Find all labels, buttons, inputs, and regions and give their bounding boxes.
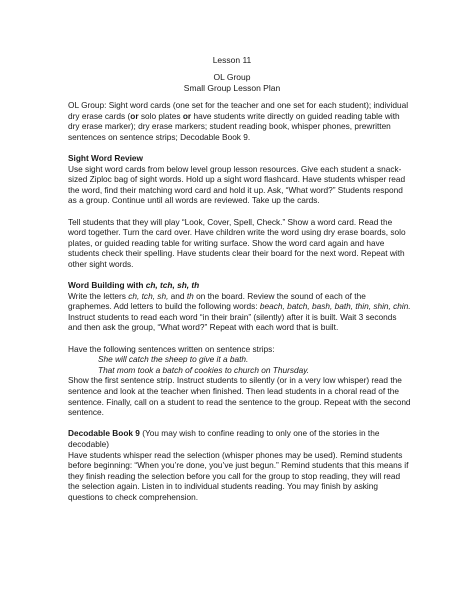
sight-word-paragraph-2: Tell students that they will play “Look, Cover, Spell, Check.” Show a word card. Read the word together. Turn the card over. Have children write the word using dry erase boards, solo plates, or guided reading table for writing surface. Show the word card again and have students check their spelling. Have students clear their board for the next word. Repeat with other sight words. bbox=[68, 216, 406, 269]
decodable-heading: Decodable Book 9 (You may wish to confine reading to only one of the stories in the decodable) bbox=[68, 428, 380, 449]
group-title: OL Group bbox=[213, 72, 251, 82]
plan-title: Small Group Lesson Plan bbox=[183, 82, 281, 93]
word-building-paragraph-3: Show the first sentence strip. Instruct students to silently (or in a very low whisper) read the sentence and look at the teacher when finished. Then lead students in a choral read of the sentence. Finally, call on a student to read the sentence to the group. Repeat with the second sentence. bbox=[68, 375, 411, 418]
word-building-paragraph-1: Write the letters ch, tch, sh, and th on the board. Review the sound of each of the graphemes. Add letters to build the following words: beach, batch, bash, bath, thin, shin, chin. Instruct students to read each word “in their brain” (silently) after it is built. Wait 3 seconds and then ask the group, “What word?” Repeat with each word that is built. bbox=[68, 290, 411, 333]
sight-word-heading: Sight Word Review bbox=[68, 152, 143, 163]
decodable-paragraph: Have students whisper read the selection (whisper phones may be used). Remind students before beginning: “When you’re done, you’ve just begun.” Remind students that this means if they finish reading the selection before you call for the group to stop reading, they will read the selection again. Listen in to individual students reading. You may finish by asking questions to check comprehension. bbox=[68, 449, 409, 502]
document-body bbox=[68, 100, 411, 513]
materials-paragraph: OL Group: Sight word cards (one set for the teacher and one set for each student); individual dry erase cards (or solo plates or have students write directly on guided reading table with dry erase marker); dry erase markers; student reading book, whisper phones, prewritten sentences on sentence strips; Decodable Book 9. bbox=[68, 100, 409, 142]
sentence-2: That mom took a batch of cookies to church on Thursday. bbox=[98, 364, 310, 375]
lesson-number: Lesson 11 bbox=[212, 55, 252, 65]
sentence-1: She will catch the sheep to give it a bath. bbox=[98, 354, 249, 365]
sight-word-paragraph-1: Use sight word cards from below level group lesson resources. Give each student a snack-sized Ziploc bag of sight words. Hold up a sight word flashcard. Have students whisper read the word, find their matching word card and hold it up. Ask, “What word?” Students respond as a group. Continue until all words are reviewed. Take up the cards. bbox=[68, 163, 406, 206]
sentence-strips-intro: Have the following sentences written on sentence strips: bbox=[68, 343, 275, 354]
word-building-heading: Word Building with ch, tch, sh, th bbox=[68, 280, 200, 291]
